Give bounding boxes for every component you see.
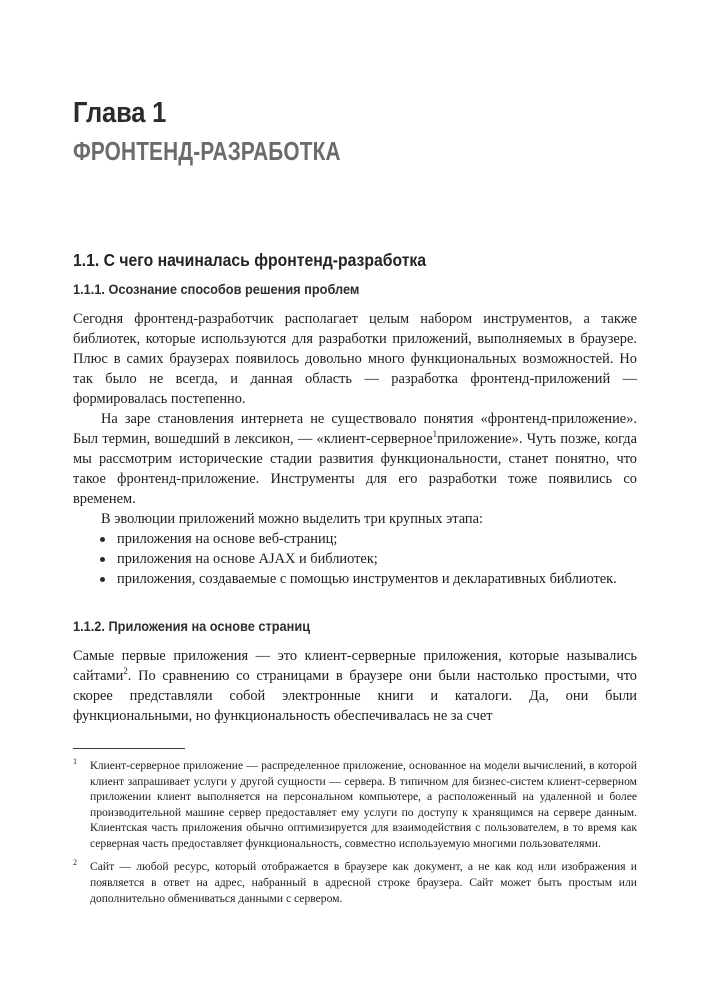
footnote-1-text: Клиент-серверное приложение — распределенное приложение, основанное на модели вычислений, в которой клиент запрашивает услуги у другой сущности — сервера. В типичном для бизнес-систем клиент-серверном приложении клиент выполняется на персональном компьютере, а расположенный на удаленной и более производительной машине сервер предоставляет ему услуги по доступу к хранящимся на сервере данным. Клиентская часть приложения обычно оптимизируется для взаимодействия с пользователем, в то время как серверная часть предоставляет функциональность, совместно используемую многими пользователями. [90, 759, 637, 850]
footnote-2-number: 2 [73, 858, 77, 868]
paragraph-intro: Сегодня фронтенд-разработчик располагает целым набором инструментов, а также библиотек, которые используются для разработки приложений, выполняемых в браузере. Плюс в самих браузерах появилось довольно много функциональных возможностей. Но так было не всегда, и данная область — разработка фронтенд-приложений — формировалась постепенно. [73, 311, 637, 408]
paragraph-page-based-part2: . По сравнению со страницами в браузере они были настолько простыми, что скорее представляли собой электронные книги и каталоги. Да, они были функциональными, но функциональность обеспечивалась не за счет [73, 668, 637, 725]
footnote-2 [73, 859, 637, 906]
footnotes-area [73, 748, 637, 906]
footnote-1-number: 1 [73, 757, 77, 766]
footnote-separator-rule [73, 748, 185, 749]
subsection-heading-1-1-2: 1.1.2. Приложения на основе страниц [73, 619, 311, 636]
chapter-header [73, 0, 637, 166]
paragraph-history [73, 409, 637, 509]
paragraph-evolution-lead: В эволюции приложений можно выделить три крупных этапа: [101, 511, 483, 528]
footnote-1 [73, 758, 637, 851]
page-content [73, 0, 637, 726]
paragraph-page-based-apps [73, 646, 637, 726]
footnote-marker-2[interactable]: 2 [123, 666, 128, 677]
chapter-number-label: Глава 1 [73, 97, 167, 129]
chapter-title: ФРОНТЕНД-РАЗРАБОТКА [73, 136, 341, 167]
footnote-marker-1[interactable]: 1 [432, 429, 438, 440]
paragraph-page-based-part1: Самые первые приложения — это клиент-серверные приложения, которые назывались сайтами [73, 648, 637, 685]
footnote-2-text: Сайт — любой ресурс, который отображается в браузере как документ, а не как код или изображения и появляется в ответ на адрес, набранный в адресной строке браузера. Сайт может быть простым или дополнительно обмениваться данными с сервером. [90, 860, 637, 905]
list-item: приложения на основе AJAX и библиотек; [73, 549, 637, 569]
evolution-stage-list [73, 529, 637, 589]
subsection-heading-1-1-1: 1.1.1. Осознание способов решения проблем [73, 282, 360, 299]
section-heading-1-1: 1.1. С чего начиналась фронтенд-разработка [73, 250, 427, 271]
paragraph-history-part2: приложение». Чуть позже, когда мы рассмотрим исторические стадии развития функциональности, станет понятно, что такое фронтенд-приложение. Инструменты для его разработки тоже появились со временем. [73, 431, 637, 508]
list-item: приложения на основе веб-страниц; [73, 529, 637, 549]
paragraph-history-part1: На заре становления интернета не существовало понятия «фронтенд-приложение». Был термин, вошедший в лексикон, — «клиент-серверное [73, 411, 637, 448]
list-item: приложения, создаваемые с помощью инструментов и декларативных библиотек. [73, 569, 637, 589]
